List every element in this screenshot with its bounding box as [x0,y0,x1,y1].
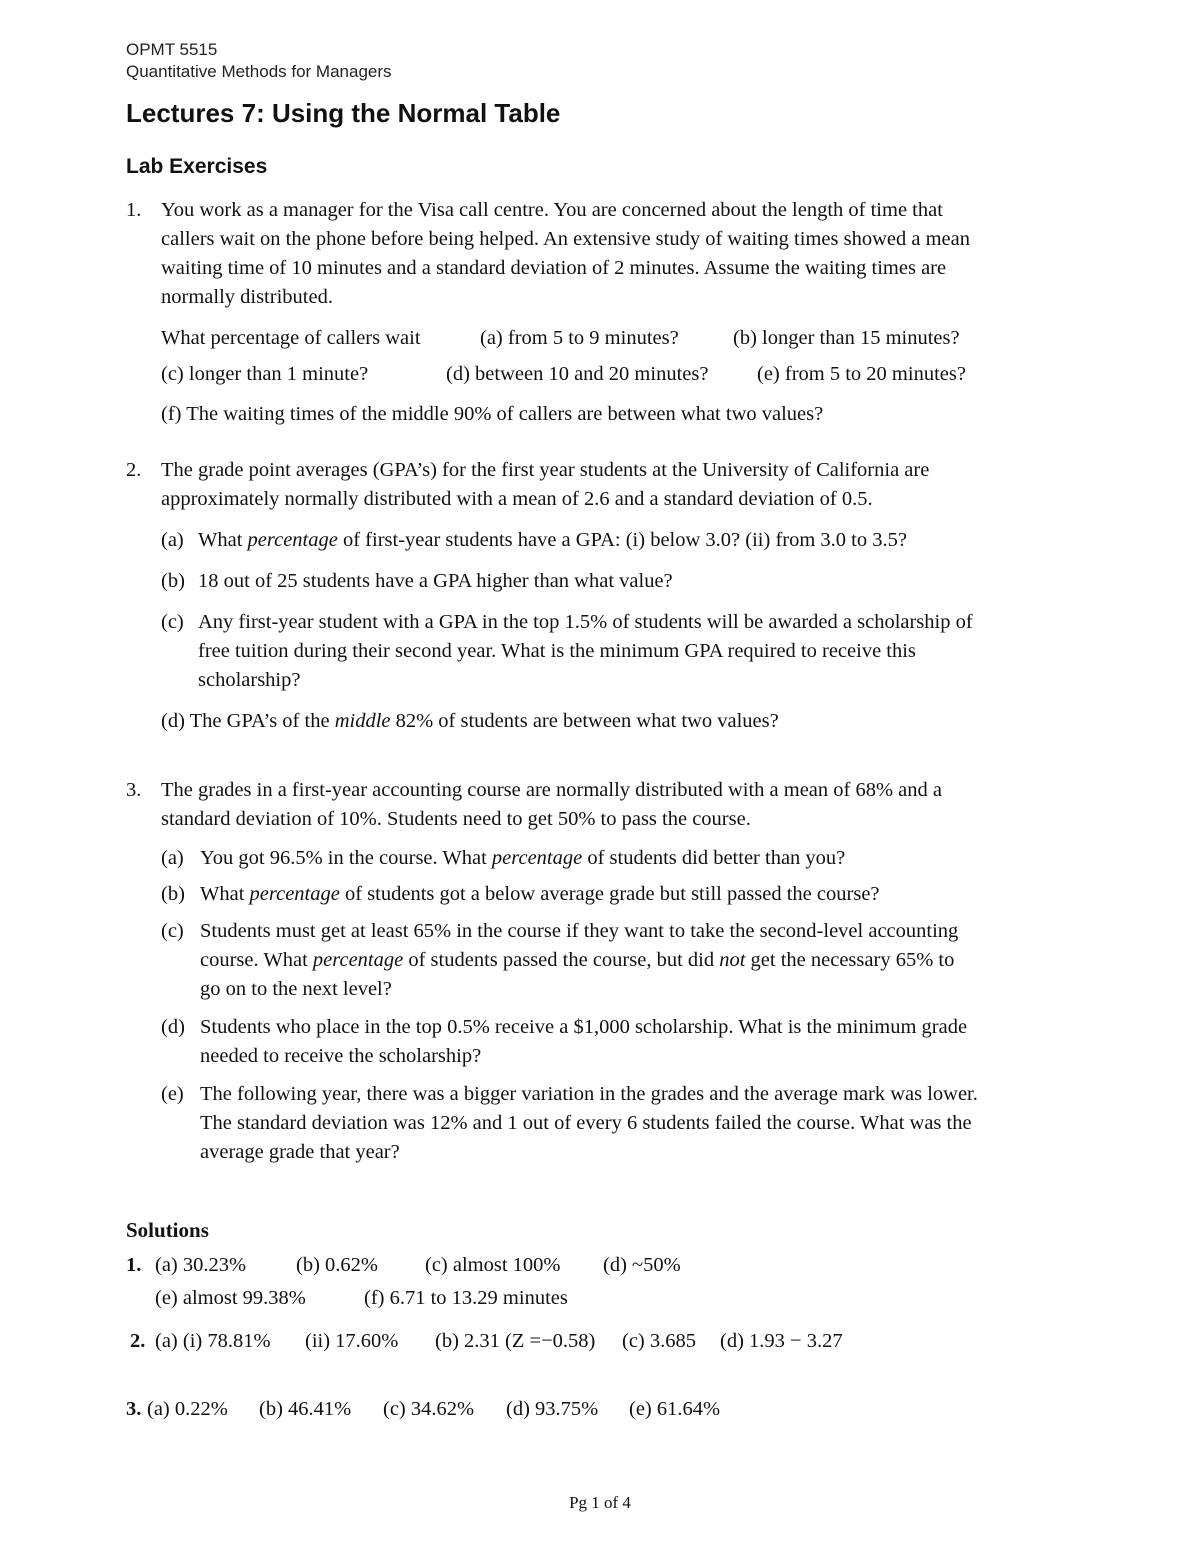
solution-item: (a) (i) 78.81% [155,1330,271,1352]
solution-item: (b) 2.31 (Z =−0.58) [435,1330,596,1352]
question-text-line: callers wait on the phone before being helped. An extensive study of waiting times showed a mean [161,228,970,250]
q2-part-c-line: scholarship? [198,669,301,691]
q3-part-d-line: Students who place in the top 0.5% receive a $1,000 scholarship. What is the minimum grade [200,1016,968,1038]
q3-part-e-label: (e) [161,1083,184,1105]
solution-item: (e) 61.64% [629,1398,721,1420]
q3-part-c-line: Students must get at least 65% in the course if they want to take the second-level accounting [200,920,959,942]
q2-part-d: (d) The GPA’s of the middle 82% of students are between what two values? [161,710,779,732]
q3-part-c-line: go on to the next level? [200,978,392,1000]
question-text-line: You work as a manager for the Visa call centre. You are concerned about the length of time that [161,199,943,221]
question-number: 2. [126,459,142,481]
q1-part-e: (e) from 5 to 20 minutes? [757,363,966,385]
solution-item: (d) 1.93 − 3.27 [720,1330,843,1352]
course-code: OPMT 5515 [126,40,218,59]
q3-part-d-label: (d) [161,1016,185,1038]
question-text-line: The grades in a first-year accounting course are normally distributed with a mean of 68% and a [161,779,942,801]
page-number: Pg 1 of 4 [569,1493,631,1512]
solution-number: 1. [126,1254,142,1276]
solution-item: (a) 0.22% [147,1398,228,1420]
solutions-heading: Solutions [126,1218,209,1242]
q3-part-e-line: The standard deviation was 12% and 1 out of every 6 students failed the course. What was the [200,1112,972,1134]
solution-item: (d) 93.75% [506,1398,599,1420]
q3-part-c-line: course. What percentage of students passed the course, but did not get the necessary 65% to [200,949,955,971]
course-name: Quantitative Methods for Managers [126,62,392,81]
solution-item: (b) 46.41% [259,1398,352,1420]
q1-prompt: What percentage of callers wait [161,327,421,349]
q3-part-b: What percentage of students got a below average grade but still passed the course? [200,883,880,905]
question-text-line: The grade point averages (GPA’s) for the first year students at the University of California are [161,459,930,481]
section-heading: Lab Exercises [126,155,268,178]
solution-number: 3. [126,1398,142,1420]
question-number: 3. [126,779,142,801]
q3-part-d-line: needed to receive the scholarship? [200,1045,482,1067]
q2-part-c-line: free tuition during their second year. What is the minimum GPA required to receive this [198,640,916,662]
q2-part-a: What percentage of first-year students have a GPA: (i) below 3.0? (ii) from 3.0 to 3.5? [198,529,907,551]
solution-item: (d) ~50% [603,1254,681,1276]
q2-part-b-label: (b) [161,570,185,592]
q3-part-a-label: (a) [161,847,184,869]
q1-part-c: (c) longer than 1 minute? [161,363,369,385]
q1-part-d: (d) between 10 and 20 minutes? [446,363,709,385]
question-number: 1. [126,199,142,221]
solution-item: (c) almost 100% [425,1254,561,1276]
solution-item: (c) 34.62% [383,1398,475,1420]
solution-item: (f) 6.71 to 13.29 minutes [364,1287,568,1309]
solution-item: (b) 0.62% [296,1254,378,1276]
question-text-line: standard deviation of 10%. Students need to get 50% to pass the course. [161,808,751,830]
solution-item: (ii) 17.60% [305,1330,399,1352]
solution-number: 2. [130,1330,146,1352]
q2-part-c-line: Any first-year student with a GPA in the top 1.5% of students will be awarded a scholarship of [198,611,973,633]
question-text-line: approximately normally distributed with a mean of 2.6 and a standard deviation of 0.5. [161,488,873,510]
q1-part-b: (b) longer than 15 minutes? [733,327,960,349]
q3-part-e-line: The following year, there was a bigger variation in the grades and the average mark was lower. [200,1083,978,1105]
page-title: Lectures 7: Using the Normal Table [126,98,561,128]
q3-part-c-label: (c) [161,920,184,942]
q3-part-e-line: average grade that year? [200,1141,400,1163]
solution-item: (c) 3.685 [622,1330,697,1352]
q2-part-b: 18 out of 25 students have a GPA higher than what value? [198,570,673,592]
solution-item: (e) almost 99.38% [155,1287,306,1309]
q1-part-a: (a) from 5 to 9 minutes? [480,327,679,349]
question-text-line: waiting time of 10 minutes and a standard deviation of 2 minutes. Assume the waiting times are [161,257,947,279]
q2-part-c-label: (c) [161,611,184,633]
q3-part-a: You got 96.5% in the course. What percentage of students did better than you? [200,847,846,869]
q1-part-f: (f) The waiting times of the middle 90% of callers are between what two values? [161,403,824,425]
question-text-line: normally distributed. [161,286,333,308]
q3-part-b-label: (b) [161,883,185,905]
solution-item: (a) 30.23% [155,1254,247,1276]
q2-part-a-label: (a) [161,529,184,551]
